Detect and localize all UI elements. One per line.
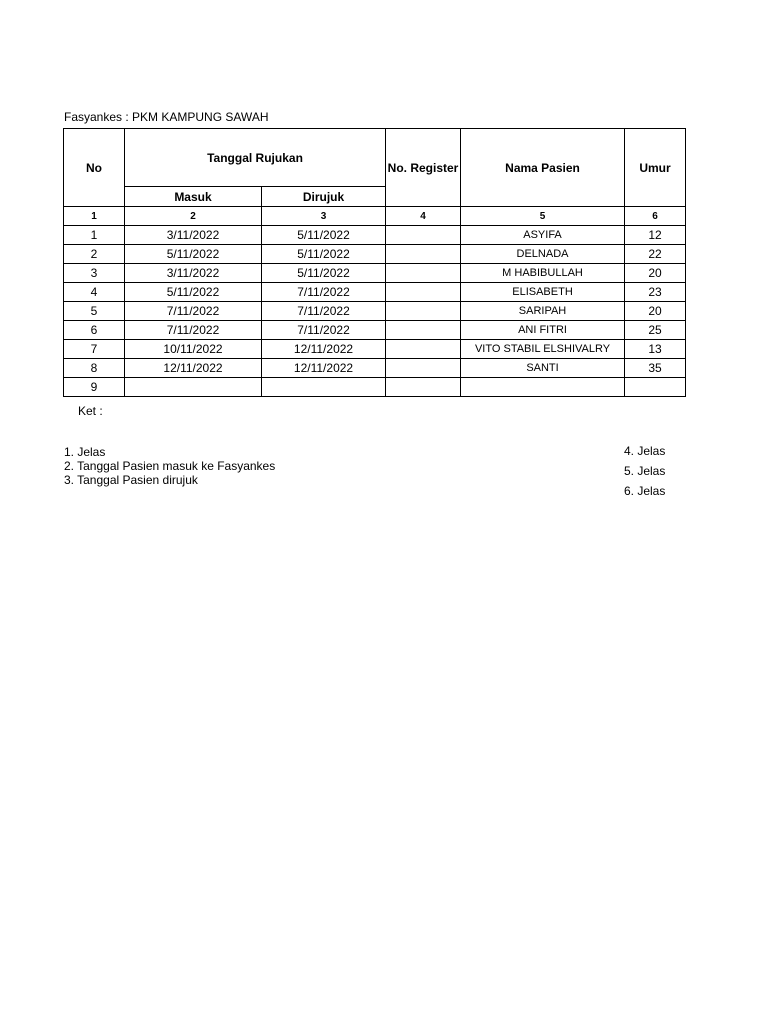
table-row — [64, 340, 686, 359]
header-no: No — [64, 129, 125, 207]
table-row — [64, 378, 686, 397]
row-nama-pasien: M HABIBULLAH — [461, 264, 625, 283]
column-number: 2 — [125, 207, 262, 226]
row-nama-pasien: ASYIFA — [461, 226, 625, 245]
row-masuk: 7/11/2022 — [125, 302, 262, 321]
note-item: 1. Jelas — [64, 445, 106, 459]
row-no: 1 — [64, 226, 125, 245]
notes-list-right — [624, 441, 665, 501]
row-masuk: 3/11/2022 — [125, 264, 262, 283]
column-number: 5 — [461, 207, 625, 226]
row-no: 4 — [64, 283, 125, 302]
row-no: 9 — [64, 378, 125, 397]
row-dirujuk: 12/11/2022 — [262, 340, 386, 359]
row-no: 8 — [64, 359, 125, 378]
row-register — [386, 245, 461, 264]
header-tanggal-rujukan: Tanggal Rujukan — [125, 129, 386, 187]
row-dirujuk: 12/11/2022 — [262, 359, 386, 378]
row-register — [386, 321, 461, 340]
notes-label: Ket : — [78, 404, 103, 418]
row-register — [386, 378, 461, 397]
row-register — [386, 226, 461, 245]
row-no: 7 — [64, 340, 125, 359]
row-nama-pasien: VITO STABIL ELSHIVALRY — [461, 340, 625, 359]
row-masuk: 3/11/2022 — [125, 226, 262, 245]
row-no: 5 — [64, 302, 125, 321]
table-row — [64, 264, 686, 283]
row-umur — [625, 378, 686, 397]
notes-list-left — [64, 445, 275, 487]
row-umur: 23 — [625, 283, 686, 302]
column-number: 3 — [262, 207, 386, 226]
facility-title: Fasyankes : PKM KAMPUNG SAWAH — [64, 110, 269, 124]
table-row — [64, 359, 686, 378]
note-item: 5. Jelas — [624, 464, 666, 478]
row-masuk: 12/11/2022 — [125, 359, 262, 378]
row-nama-pasien: DELNADA — [461, 245, 625, 264]
column-number: 4 — [386, 207, 461, 226]
row-nama-pasien: ELISABETH — [461, 283, 625, 302]
row-umur: 22 — [625, 245, 686, 264]
row-register — [386, 359, 461, 378]
row-masuk: 10/11/2022 — [125, 340, 262, 359]
row-umur: 25 — [625, 321, 686, 340]
row-dirujuk — [262, 378, 386, 397]
referral-table — [63, 128, 686, 397]
row-umur: 35 — [625, 359, 686, 378]
row-nama-pasien: SANTI — [461, 359, 625, 378]
note-item: 4. Jelas — [624, 444, 666, 458]
table-row — [64, 245, 686, 264]
row-no: 2 — [64, 245, 125, 264]
row-register — [386, 264, 461, 283]
row-umur: 13 — [625, 340, 686, 359]
note-item: 6. Jelas — [624, 484, 666, 498]
row-umur: 20 — [625, 264, 686, 283]
row-nama-pasien: SARIPAH — [461, 302, 625, 321]
row-masuk: 7/11/2022 — [125, 321, 262, 340]
column-number: 1 — [64, 207, 125, 226]
row-dirujuk: 7/11/2022 — [262, 321, 386, 340]
table-row — [64, 321, 686, 340]
column-number: 6 — [625, 207, 686, 226]
row-dirujuk: 5/11/2022 — [262, 264, 386, 283]
row-nama-pasien — [461, 378, 625, 397]
table-row — [64, 226, 686, 245]
row-dirujuk: 5/11/2022 — [262, 245, 386, 264]
row-masuk: 5/11/2022 — [125, 245, 262, 264]
row-umur: 20 — [625, 302, 686, 321]
note-item: 3. Tanggal Pasien dirujuk — [64, 473, 198, 487]
table-row — [64, 302, 686, 321]
row-register — [386, 302, 461, 321]
row-masuk: 5/11/2022 — [125, 283, 262, 302]
table-row — [64, 283, 686, 302]
row-no: 3 — [64, 264, 125, 283]
note-item: 2. Tanggal Pasien masuk ke Fasyankes — [64, 459, 276, 473]
header-no-register: No. Register — [386, 129, 461, 207]
header-nama-pasien: Nama Pasien — [461, 129, 625, 207]
row-dirujuk: 5/11/2022 — [262, 226, 386, 245]
row-nama-pasien: ANI FITRI — [461, 321, 625, 340]
row-register — [386, 283, 461, 302]
column-number-row — [64, 207, 686, 226]
header-dirujuk: Dirujuk — [262, 187, 386, 207]
row-dirujuk: 7/11/2022 — [262, 283, 386, 302]
row-register — [386, 340, 461, 359]
header-umur: Umur — [625, 129, 686, 207]
header-masuk: Masuk — [125, 187, 262, 207]
row-umur: 12 — [625, 226, 686, 245]
row-dirujuk: 7/11/2022 — [262, 302, 386, 321]
row-no: 6 — [64, 321, 125, 340]
row-masuk — [125, 378, 262, 397]
